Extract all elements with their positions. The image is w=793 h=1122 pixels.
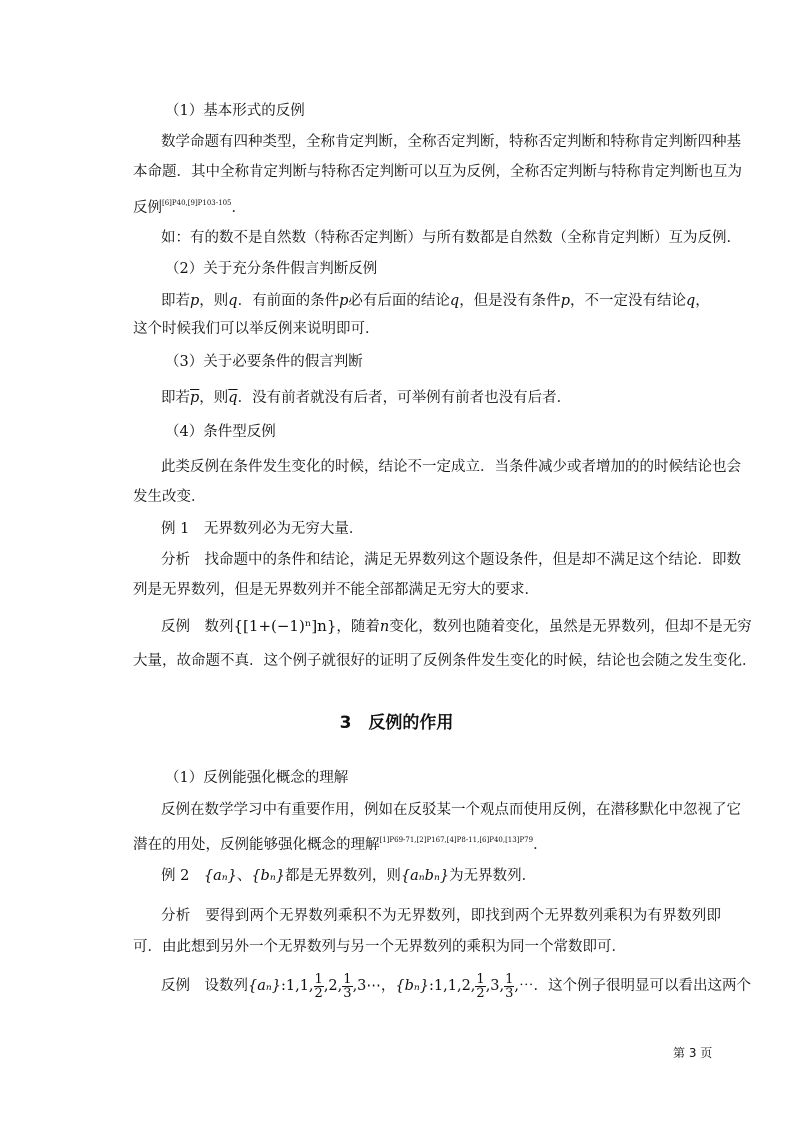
text: 例 2	[161, 868, 204, 884]
paragraph-line: 此类反例在条件发生变化的时候，结论不一定成立．当条件减少或者增加的的时候结论也会	[161, 459, 741, 475]
paragraph-line	[161, 966, 752, 1006]
math-var-negated: $\overline{p}$	[190, 390, 200, 406]
text: 即若	[161, 390, 190, 406]
text: ．没有前者就没有后者，可举例有前者也没有后者．	[237, 390, 572, 406]
math-var: q	[685, 293, 696, 309]
math-text: ,3,	[485, 978, 505, 994]
text: ，则	[199, 293, 229, 309]
text: ，	[695, 293, 710, 309]
paragraph-line: 大量，故命题不真．这个例子就很好的证明了反例条件发生变化的时候，结论也会随之发生变化．	[133, 653, 757, 669]
paragraph-line: 这个时候我们可以举反例来说明即可．	[133, 321, 380, 337]
math-var: q	[228, 293, 238, 309]
math-expression: {aₙ}	[203, 868, 237, 884]
paragraph-line: 可．由此想到另外一个无界数列与另一个无界数列的乘积为同一个常数即可．	[133, 939, 626, 955]
text: ．	[231, 200, 246, 216]
math-text: ,2,	[323, 978, 343, 994]
section-heading: 3 反例的作用	[339, 713, 454, 733]
text: 都是无界数列，则	[284, 868, 401, 884]
math-var-negated: $\overline{q}$	[228, 390, 238, 406]
paragraph-line: 分析 要得到两个无界数列乘积不为无界数列，即找到两个无界数列乘积为有界数列即	[161, 908, 721, 924]
page-number: 第 3 页	[673, 1046, 713, 1060]
text: 为无界数列．	[449, 868, 537, 884]
denominator: 3	[505, 985, 514, 1001]
paragraph-line: 本命题．其中全称肯定判断与特称否定判断可以互为反例，全称否定判断与特称肯定判断也互为	[133, 164, 742, 180]
text: 必有后面的结论	[348, 293, 450, 309]
text: 反例	[133, 200, 162, 216]
denominator: 2	[314, 985, 323, 1001]
math-var: q	[449, 293, 460, 309]
paragraph-line: 反例在数学学习中有重要作用，例如在反驳某一个观点而使用反例，在潜移默化中忽视了它	[161, 802, 741, 818]
text: ，则	[199, 390, 229, 406]
paragraph-line: 列是无界数列，但是无界数列并不能全部都满足无穷大的要求．	[133, 582, 539, 598]
text: 、	[236, 868, 252, 884]
text: ．	[533, 837, 548, 853]
math-text: :1,1,2,	[429, 978, 476, 994]
paragraph-line: 分析 找命题中的条件和结论，满足无界数列这个题设条件，但是却不满足这个结论．即数	[161, 552, 741, 568]
numerator: 1	[505, 971, 514, 987]
citation: [1]P69-71,[2]P167,[4]P8-11,[6]P40,[13]P79	[379, 836, 534, 844]
subsection-3: （3）关于必要条件的假言判断	[165, 354, 363, 370]
text: ，	[380, 978, 396, 994]
paragraph-line: 数学命题有四种类型，全称肯定判断，全称否定判断，特称否定判断和特称肯定判断四种基	[161, 134, 741, 150]
math-text: ,3⋯	[352, 978, 381, 994]
citation: [6]P40,[9]P103-105	[162, 199, 232, 207]
subsection-2: （2）关于充分条件假言判断反例	[165, 261, 378, 277]
paragraph-line: 如：有的数不是自然数（特称否定判断）与所有数都是自然数（全称肯定判断）互为反例．	[161, 230, 741, 246]
math-var: p	[190, 293, 200, 309]
paragraph-line	[161, 291, 721, 311]
example-2	[161, 866, 691, 886]
paragraph-line	[133, 830, 663, 855]
subsection-heading: （1）反例能强化概念的理解	[165, 770, 349, 786]
math-expression: {aₙbₙ}	[400, 868, 450, 884]
fraction	[342, 973, 352, 1000]
paragraph-line	[133, 193, 663, 218]
numerator: 1	[343, 971, 352, 987]
paragraph-line: 发生改变．	[133, 489, 206, 505]
fraction	[475, 973, 485, 1000]
paragraph-line	[161, 388, 691, 408]
denominator: 2	[476, 985, 485, 1001]
fraction	[314, 973, 324, 1000]
text: 潜在的用处，反例能够强化概念的理解	[133, 837, 380, 853]
math-expression: {bₙ}	[395, 978, 430, 994]
text: ，但是没有条件	[459, 293, 561, 309]
text: ，随着	[336, 619, 380, 635]
subsection-4: （4）条件型反例	[165, 424, 276, 440]
example-1: 例 1 无界数列必为无穷大量．	[161, 521, 364, 537]
paragraph-line	[161, 616, 752, 637]
text: 这个例子很明显可以看出这两个	[548, 978, 752, 994]
math-text: ,⋯．	[514, 978, 549, 994]
math-expression: {bₙ}	[251, 868, 285, 884]
numerator: 1	[476, 971, 485, 987]
math-expression: {[1+(−1)ⁿ]n}	[233, 617, 337, 635]
fraction	[504, 973, 514, 1000]
denominator: 3	[343, 985, 352, 1001]
text: ．有前面的条件	[237, 293, 340, 309]
math-var: p	[560, 293, 570, 309]
text: 反例 设数列	[161, 978, 248, 994]
text: 变化，数列也随着变化，虽然是无界数列，但却不是无穷	[389, 619, 752, 635]
subsection-1: （1）基本形式的反例	[165, 103, 305, 119]
text: ，不一定没有结论	[569, 293, 686, 309]
text: 即若	[161, 293, 190, 309]
math-text: :1,1,	[280, 978, 314, 994]
math-expression: {aₙ}	[248, 978, 281, 994]
math-var: p	[339, 293, 349, 309]
math-var: n	[379, 619, 390, 635]
text: 反例 数列	[161, 619, 234, 635]
numerator: 1	[314, 971, 323, 987]
